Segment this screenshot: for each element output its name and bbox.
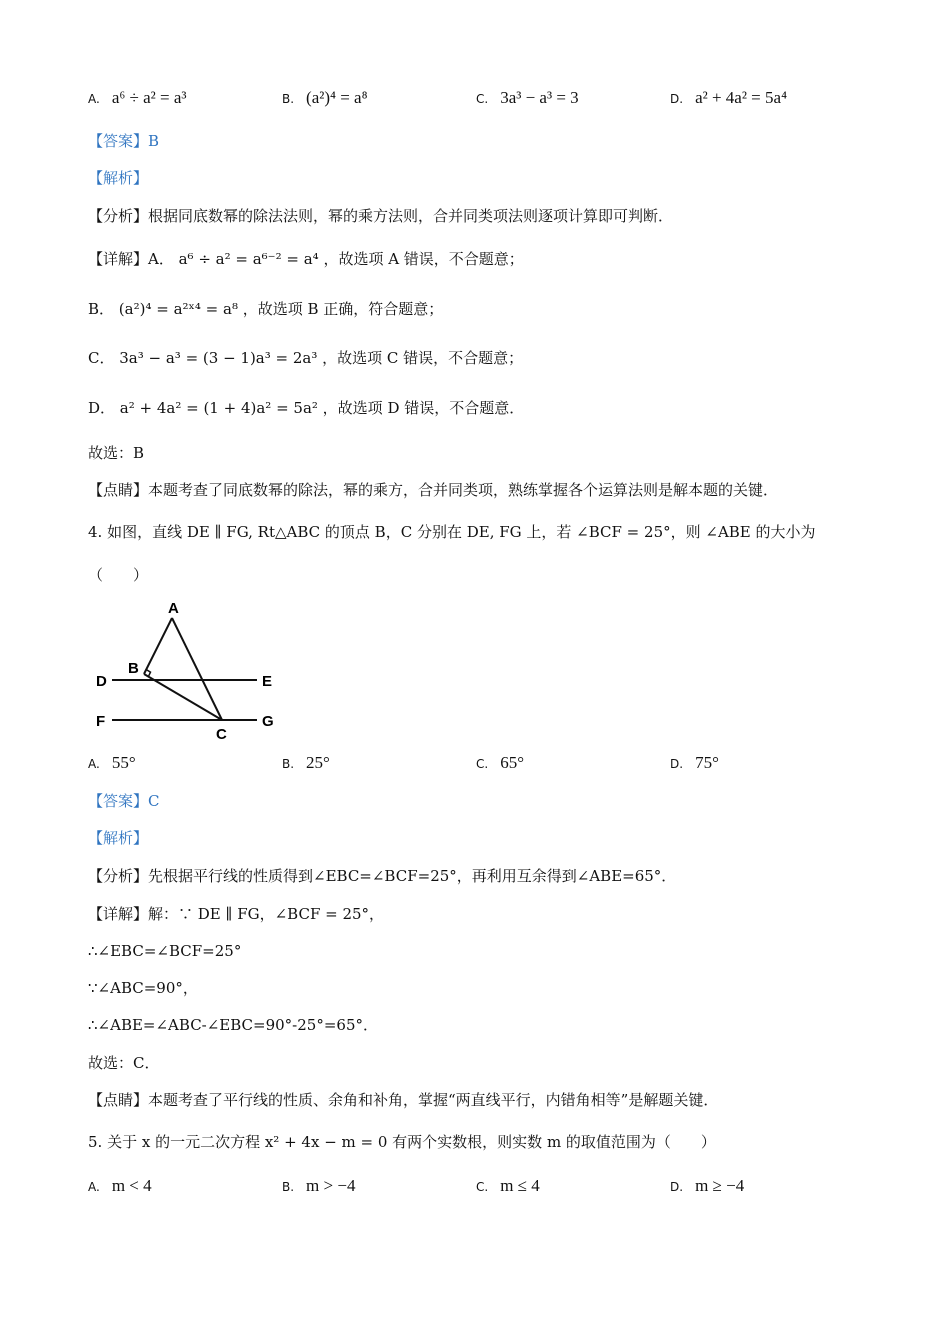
q5-option-a[interactable]: A. m < 4 — [88, 1176, 152, 1195]
segment-ab — [144, 618, 172, 674]
q3-analysis: 【分析】根据同底数幂的除法法则，幂的乘方法则，合并同类项法则逐项计算即可判断． — [88, 207, 674, 225]
label-f: F — [96, 713, 106, 730]
q4-paren: （ ） — [88, 566, 149, 584]
q3-detail-d: D． a² + 4a² = (1 + 4)a² = 5a² ，故选项 D 错误，不合题意． — [88, 399, 525, 417]
q4-options — [88, 753, 868, 779]
q4-detail-2: ∴∠EBC=∠BCF=25° — [88, 942, 242, 960]
q5-option-d[interactable]: D. m ≥ −4 — [670, 1176, 745, 1195]
q3-detail-b: B． (a²)⁴ = a²ˣ⁴ = a⁸ ，故选项 B 正确，符合题意； — [88, 300, 444, 318]
q4-jiexi: 【解析】 — [88, 829, 149, 847]
q4-detail-1: 【详解】解：∵ DE ∥ FG，∠BCF = 25°， — [88, 905, 385, 923]
q4-answer: 【答案】C — [88, 792, 160, 810]
q3-options — [88, 88, 868, 114]
q3-option-b[interactable]: B. (a²)⁴ = a⁸ — [282, 88, 368, 107]
label-b: B — [128, 660, 139, 677]
q4-detail-3: ∵∠ABC=90°， — [88, 979, 198, 997]
q4-option-d[interactable]: D. 75° — [670, 753, 719, 772]
q3-choose: 故选：B — [88, 444, 145, 462]
q5-options — [88, 1176, 868, 1202]
q3-option-d[interactable]: D. a² + 4a² = 5a⁴ — [670, 88, 787, 107]
q3-detail-c: C． 3a³ − a³ = (3 − 1)a³ = 2a³ ，故选项 C 错误，不合题意； — [88, 349, 524, 367]
q4-analysis: 【分析】先根据平行线的性质得到∠EBC=∠BCF=25°，再利用互余得到∠ABE=65°． — [88, 867, 677, 885]
q3-detail-a: 【详解】A． a⁶ ÷ a² = a⁶⁻² = a⁴ ，故选项 A 错误，不合题意； — [88, 250, 524, 268]
q3-comment: 【点睛】本题考查了同底数幂的除法，幂的乘方，合并同类项，熟练掌握各个运算法则是解本题的关键． — [88, 481, 779, 499]
q4-option-c[interactable]: C. 65° — [476, 753, 525, 772]
q4-detail-4: ∴∠ABE=∠ABC-∠EBC=90°-25°=65°． — [88, 1016, 378, 1034]
q4-option-b[interactable]: B. 25° — [282, 753, 330, 772]
q3-option-c[interactable]: C. 3a³ − a³ = 3 — [476, 88, 579, 107]
q4-option-a[interactable]: A. 55° — [88, 753, 136, 772]
q3-option-a[interactable]: A. a⁶ ÷ a² = a³ — [88, 88, 187, 107]
q3-answer: 【答案】B — [88, 132, 160, 150]
label-c: C — [216, 726, 227, 743]
label-e: E — [262, 673, 273, 690]
q3-jiexi: 【解析】 — [88, 169, 149, 187]
q4-comment: 【点睛】本题考查了平行线的性质、余角和补角，掌握“两直线平行，内错角相等”是解题关键． — [88, 1091, 719, 1109]
q5-option-b[interactable]: B. m > −4 — [282, 1176, 356, 1195]
q5-stem: 5. 关于 x 的一元二次方程 x² + 4x − m = 0 有两个实数根，则实数 m 的取值范围为（ ） — [88, 1133, 716, 1151]
q4-figure — [92, 596, 282, 746]
label-g: G — [262, 713, 274, 730]
q4-stem: 4. 如图，直线 DE ∥ FG, Rt△ABC 的顶点 B，C 分别在 DE, FG 上，若 ∠BCF = 25°，则 ∠ABE 的大小为 — [88, 523, 816, 541]
label-d: D — [96, 673, 107, 690]
label-a: A — [168, 600, 179, 617]
q5-option-c[interactable]: C. m ≤ 4 — [476, 1176, 540, 1195]
q4-choose: 故选：C． — [88, 1054, 160, 1072]
